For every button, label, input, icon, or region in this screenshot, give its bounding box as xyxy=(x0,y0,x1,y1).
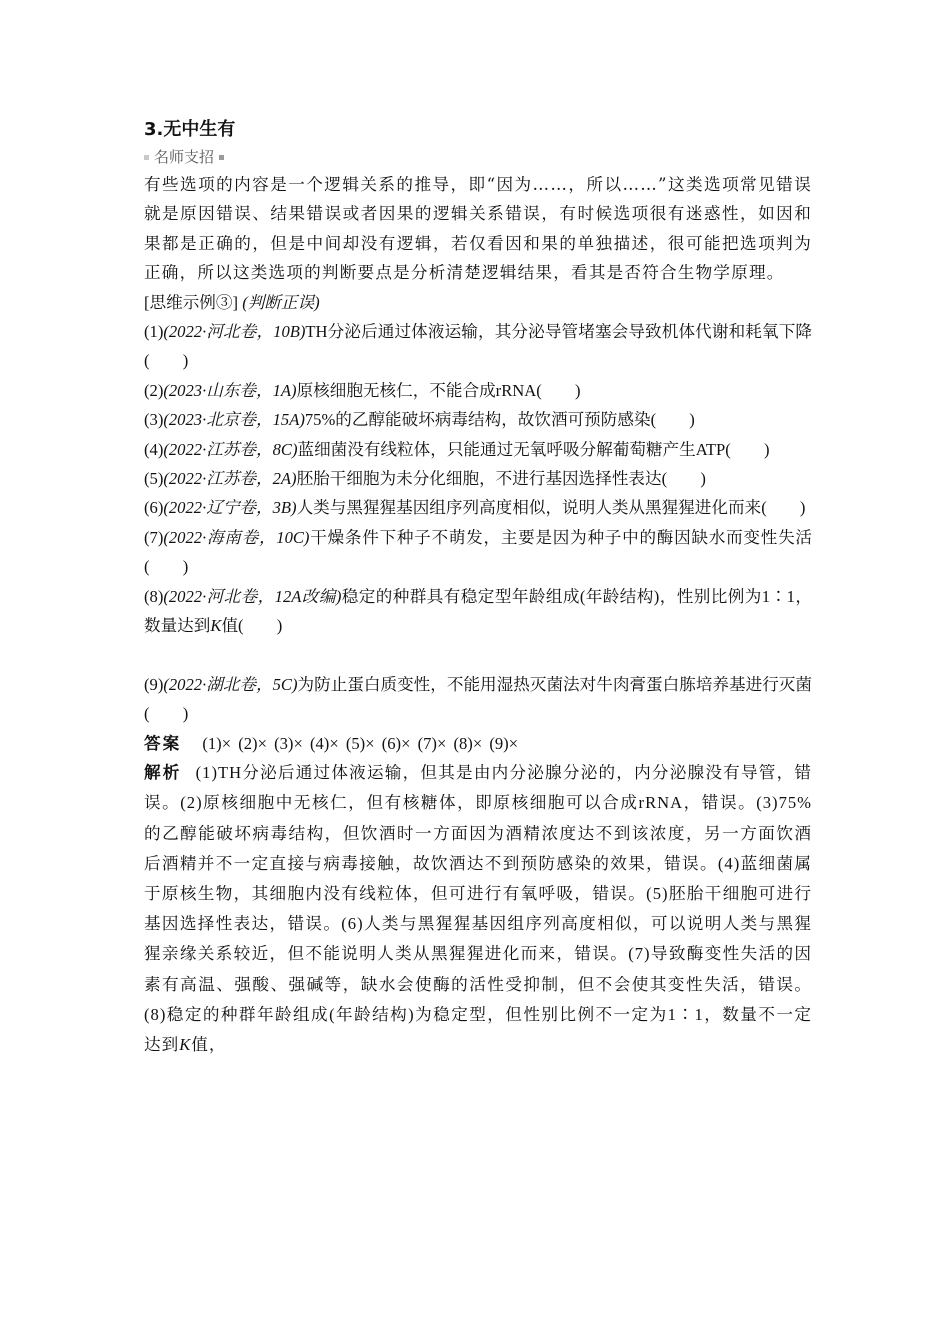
question-item xyxy=(144,317,812,376)
question-text: 为防止蛋白质变性，不能用湿热灭菌法对牛肉膏蛋白胨培养基进行灭菌 xyxy=(297,674,812,694)
analysis-text: (1)TH分泌后通过体液运输，但其是由内分泌腺分泌的，内分泌腺没有导管，错误。(2)原核细胞中无核仁，但有核糖体，即原核细胞可以合成rRNA，错误。(3)75%的乙醇能破坏病毒结构，但饮酒时一方面因为酒精浓度达不到该浓度，另一方面饮酒后酒精并不一定直接与病毒接触，故饮酒达不到预防感染的效果，错误。(4)蓝细菌属于原核生物，其细胞内没有线粒体，但可进行有氧呼吸，错误。(5)胚胎干细胞可进行基因选择性表达，错误。(6)人类与黑猩猩基因组序列高度相似，可以说明人类与黑猩猩亲缘关系较近，但不能说明人类从黑猩猩进化而来，错误。(7)导致酶变性失活的因素有高温、强酸、强碱等，缺水会使酶的活性受抑制，但不会使其变性失活，错误。(8)稳定的种群年龄组成(年龄结构)为稳定型，但性别比例不一定为1∶1，数量不一定达到 xyxy=(144,763,813,1054)
example-title: [思维示例③] xyxy=(144,292,239,312)
question-number: (6) xyxy=(144,498,164,518)
answer-item: (7)× xyxy=(417,733,447,753)
document-page xyxy=(144,118,812,1060)
answer-item: (3)× xyxy=(274,733,303,753)
question-text: 稳定的种群具有稳定型年龄组成(年龄结构)，性别比例为1∶1，数量达到 xyxy=(144,586,812,636)
answer-blank[interactable]: ( ) xyxy=(144,557,189,577)
answer-blank[interactable]: ( ) xyxy=(761,498,806,518)
question-text: 人类与黑猩猩基因组序列高度相似，说明人类从黑猩猩进化而来 xyxy=(296,498,762,518)
answer-item: (9)× xyxy=(489,733,519,753)
answer-item: (1)× xyxy=(202,733,232,753)
question-list xyxy=(144,317,812,729)
badge-left-square-icon xyxy=(144,155,149,160)
example-heading xyxy=(144,288,812,317)
answer-item: (6)× xyxy=(381,733,411,753)
question-source: (2022·河北卷，12A改编) xyxy=(163,586,342,606)
question-item xyxy=(144,376,812,405)
badge-right-square-icon xyxy=(219,155,224,160)
question-number: (9) xyxy=(144,674,164,694)
answer-blank[interactable]: ( ) xyxy=(536,380,581,400)
question-source: (2022·海南卷，10C) xyxy=(163,527,310,547)
tip-badge xyxy=(144,144,812,170)
question-text: 干燥条件下种子不萌发，主要是因为种子中的酶因缺水而变性失活 xyxy=(309,527,812,547)
tip-paragraph: 有些选项的内容是一个逻辑关系的推导，即“因为……，所以……”这类选项常见错误就是原因错误、结果错误或者因果的逻辑关系错误，有时候选项很有迷惑性，如因和果都是正确的，但是中间却没有逻辑，若仅看因和果的单独描述，很可能把选项判为正确，所以这类选项的判断要点是分析清楚逻辑结果，看其是否符合生物学原理。 xyxy=(144,175,812,283)
section-title: 3.无中生有 xyxy=(144,119,236,140)
question-item xyxy=(144,464,812,493)
question-source: (2022·江苏卷，2A) xyxy=(163,469,297,489)
question-text: TH分泌后通过体液运输，其分泌导管堵塞会导致机体代谢和耗氧下降 xyxy=(305,322,812,342)
question-text: 75%的乙醇能破坏病毒结构，故饮酒可预防感染 xyxy=(304,410,651,430)
example-instruction: (判断正误) xyxy=(242,292,320,312)
answer-item: (5)× xyxy=(345,733,375,753)
question-number: (3) xyxy=(144,410,164,430)
tip-badge-label: 名师支招 xyxy=(154,148,215,166)
answer-line xyxy=(144,729,812,758)
answer-blank[interactable]: ( ) xyxy=(144,704,189,724)
question-source: (2022·辽宁卷，3B) xyxy=(163,498,297,518)
question-number: (8) xyxy=(144,586,164,606)
question-text: 蓝细菌没有线粒体，只能通过无氧呼吸分解葡萄糖产生ATP xyxy=(297,439,726,459)
question-text: 胚胎干细胞为未分化细胞，不进行基因选择性表达 xyxy=(296,469,662,489)
question-item xyxy=(144,493,812,522)
question-number: (5) xyxy=(144,469,164,489)
answer-blank[interactable]: ( ) xyxy=(725,439,770,459)
answer-item: (8)× xyxy=(453,733,483,753)
question-source: (2023·山东卷，1A) xyxy=(163,380,297,400)
analysis-paragraph xyxy=(144,758,812,1060)
tip-body xyxy=(144,170,812,288)
question-number: (2) xyxy=(144,380,164,400)
question-source: (2023·北京卷，15A) xyxy=(163,410,305,430)
question-source: (2022·湖北卷，5C) xyxy=(163,674,298,694)
spacer xyxy=(144,641,812,670)
question-text: 原核细胞无核仁，不能合成rRNA xyxy=(296,380,537,400)
question-number: (7) xyxy=(144,527,164,547)
question-source: (2022·河北卷，10B) xyxy=(163,322,306,342)
question-item xyxy=(144,405,812,434)
question-number: (1) xyxy=(144,322,164,342)
answer-label: 答案 xyxy=(144,733,182,753)
answer-blank[interactable]: ( ) xyxy=(144,351,189,371)
question-item xyxy=(144,670,812,729)
answer-blank[interactable]: ( ) xyxy=(661,469,706,489)
italic-variable: K xyxy=(179,1034,192,1054)
analysis-tail: 值， xyxy=(191,1034,227,1054)
question-source: (2022·江苏卷，8C) xyxy=(163,439,298,459)
italic-variable: K xyxy=(210,616,222,636)
analysis-label: 解析 xyxy=(144,763,182,783)
answer-item: (2)× xyxy=(238,733,267,753)
question-item xyxy=(144,582,812,641)
question-text-tail: 值 xyxy=(221,616,239,636)
answer-blank[interactable]: ( ) xyxy=(650,410,695,430)
question-item xyxy=(144,435,812,464)
question-number: (4) xyxy=(144,439,164,459)
question-item xyxy=(144,523,812,582)
answer-blank[interactable]: ( ) xyxy=(238,616,283,636)
answer-item: (4)× xyxy=(309,733,339,753)
